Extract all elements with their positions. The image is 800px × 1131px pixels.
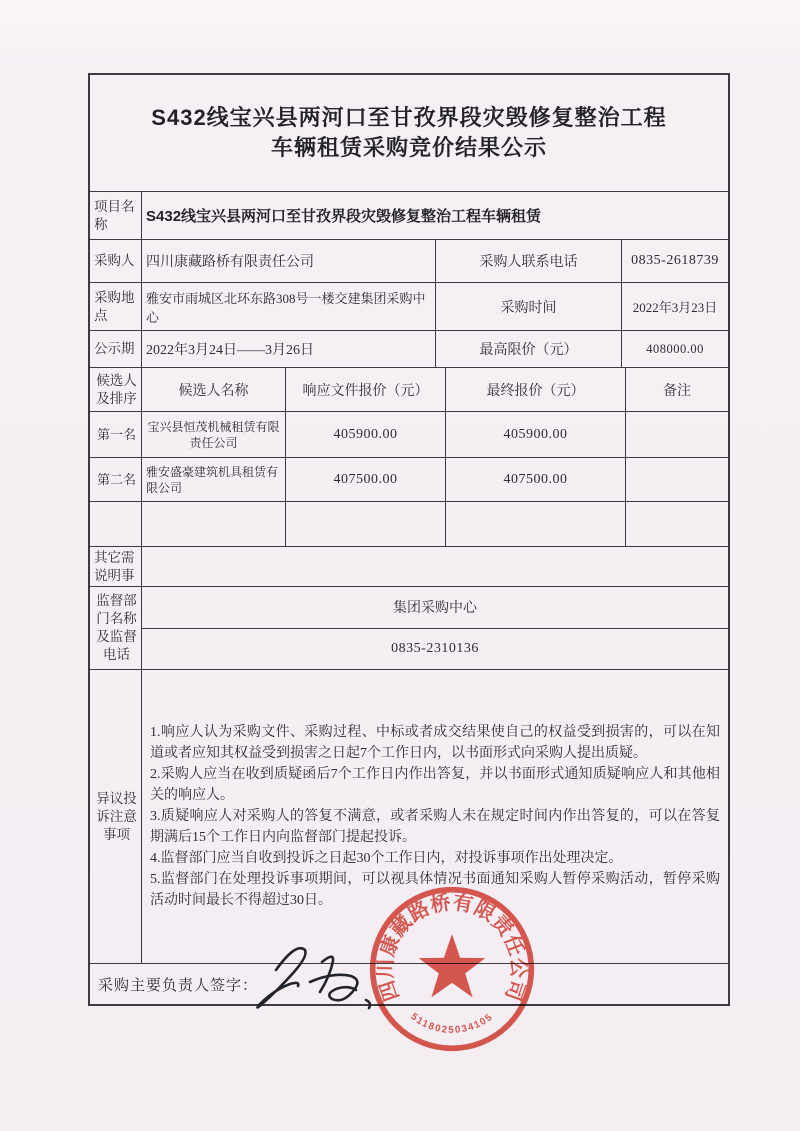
candidate-3-final: [446, 502, 626, 546]
candidate-1-final: 405900.00: [446, 412, 626, 457]
col-header-bid: 响应文件报价（元）: [286, 368, 446, 411]
seal-code: 5118025034105: [408, 1011, 496, 1036]
objection-item-4: 4.监督部门应当自收到投诉之日起30个工作日内，对投诉事项作出处理决定。: [150, 851, 623, 866]
other-notes-label: 其它需说明事: [90, 547, 142, 586]
candidate-3-remark: [626, 502, 728, 546]
candidate-3-rank: [90, 502, 142, 546]
location-value: 雅安市雨城区北环东路308号一楼交建集团采购中心: [142, 283, 436, 330]
row-publicity-period: [90, 331, 728, 368]
objection-label: 异议投诉注意事项: [90, 670, 142, 963]
max-price-label: 最高限价（元）: [436, 331, 622, 367]
supervision-phone: 0835-2310136: [391, 640, 479, 656]
candidate-1-name: 宝兴县恒茂机械租赁有限责任公司: [142, 412, 286, 457]
row-other-notes: [90, 547, 728, 587]
project-name-label: 项目名称: [90, 192, 142, 239]
candidate-1-remark: [626, 412, 728, 457]
publicity-value: 2022年3月24日——3月26日: [142, 331, 436, 367]
signature-label: 采购主要负责人签字：: [98, 977, 259, 994]
objection-item-1: 1.响应人认为采购文件、采购过程、中标或者成交结果使自己的权益受到损害的，可以在知道或者应知其权益受到损害之日起7个工作日内，以书面形式向采购人提出质疑。: [150, 725, 720, 761]
candidate-1-rank: 第一名: [90, 412, 142, 457]
location-label: 采购地点: [90, 283, 142, 330]
candidates-header-row: [90, 368, 728, 412]
candidate-3-name: [142, 502, 286, 546]
row-purchaser: [90, 240, 728, 283]
seal-star: [419, 934, 486, 997]
candidate-2-bid: 407500.00: [286, 458, 446, 501]
row-project-name: [90, 192, 728, 240]
candidate-2-rank: 第二名: [90, 458, 142, 501]
col-header-name: 候选人名称: [142, 368, 286, 411]
purchaser-label: 采购人: [90, 240, 142, 282]
row-supervision: [90, 587, 728, 670]
document-title-block: [90, 75, 728, 192]
supervision-label: 监督部门名称及监督电话: [90, 587, 142, 669]
purchase-time-label: 采购时间: [436, 283, 622, 330]
candidate-2-final: 407500.00: [446, 458, 626, 501]
supervision-values: [142, 587, 728, 669]
purchase-time-value: 2022年3月23日: [632, 300, 718, 315]
candidate-row-empty: [90, 502, 728, 547]
candidate-2-name: 雅安盛豪建筑机具租赁有限公司: [142, 458, 286, 501]
objection-item-3: 3.质疑响应人对采购人的答复不满意，或者采购人未在规定时间内作出答复的，可以在答复期满后15个工作日内向监督部门提起投诉。: [150, 809, 720, 845]
max-price-value: 408000.00: [646, 341, 704, 356]
publicity-label: 公示期: [90, 331, 142, 367]
candidate-2-remark: [626, 458, 728, 501]
candidate-row-2: [90, 458, 728, 502]
company-seal-stamp: [349, 866, 555, 1072]
purchaser-value: 四川康藏路桥有限责任公司: [142, 240, 436, 282]
document-title-line1: S432线宝兴县两河口至甘孜界段灾毁修复整治工程: [151, 105, 667, 130]
supervision-dept: 集团采购中心: [142, 587, 728, 629]
seal-company-name: 四川康藏路桥有限责任公司: [375, 891, 529, 1004]
row-location: [90, 283, 728, 331]
col-header-rank: 候选人及排序: [90, 368, 142, 411]
candidate-row-1: [90, 412, 728, 458]
purchaser-phone-value: 0835-2618739: [631, 253, 719, 268]
objection-item-2: 2.采购人应当在收到质疑函后7个工作日内作出答复，并以书面形式通知质疑响应人和其他相关的响应人。: [150, 767, 720, 803]
candidate-1-bid: 405900.00: [286, 412, 446, 457]
project-name-value: S432线宝兴县两河口至甘孜界段灾毁修复整治工程车辆租赁: [146, 208, 542, 225]
purchaser-phone-label: 采购人联系电话: [436, 240, 622, 282]
document-title-line2: 车辆租赁采购竞价结果公示: [270, 135, 547, 160]
svg-text:5118025034105: [408, 1011, 495, 1036]
col-header-final: 最终报价（元）: [446, 368, 626, 411]
col-header-remark: 备注: [663, 383, 691, 399]
candidate-3-bid: [286, 502, 446, 546]
other-notes-value: [142, 547, 728, 586]
objection-item-5: 5.监督部门在处理投诉事项期间，可以视具体情况书面通知采购人暂停采购活动，暂停采购活动时间最长不得超过30日。: [150, 872, 720, 908]
